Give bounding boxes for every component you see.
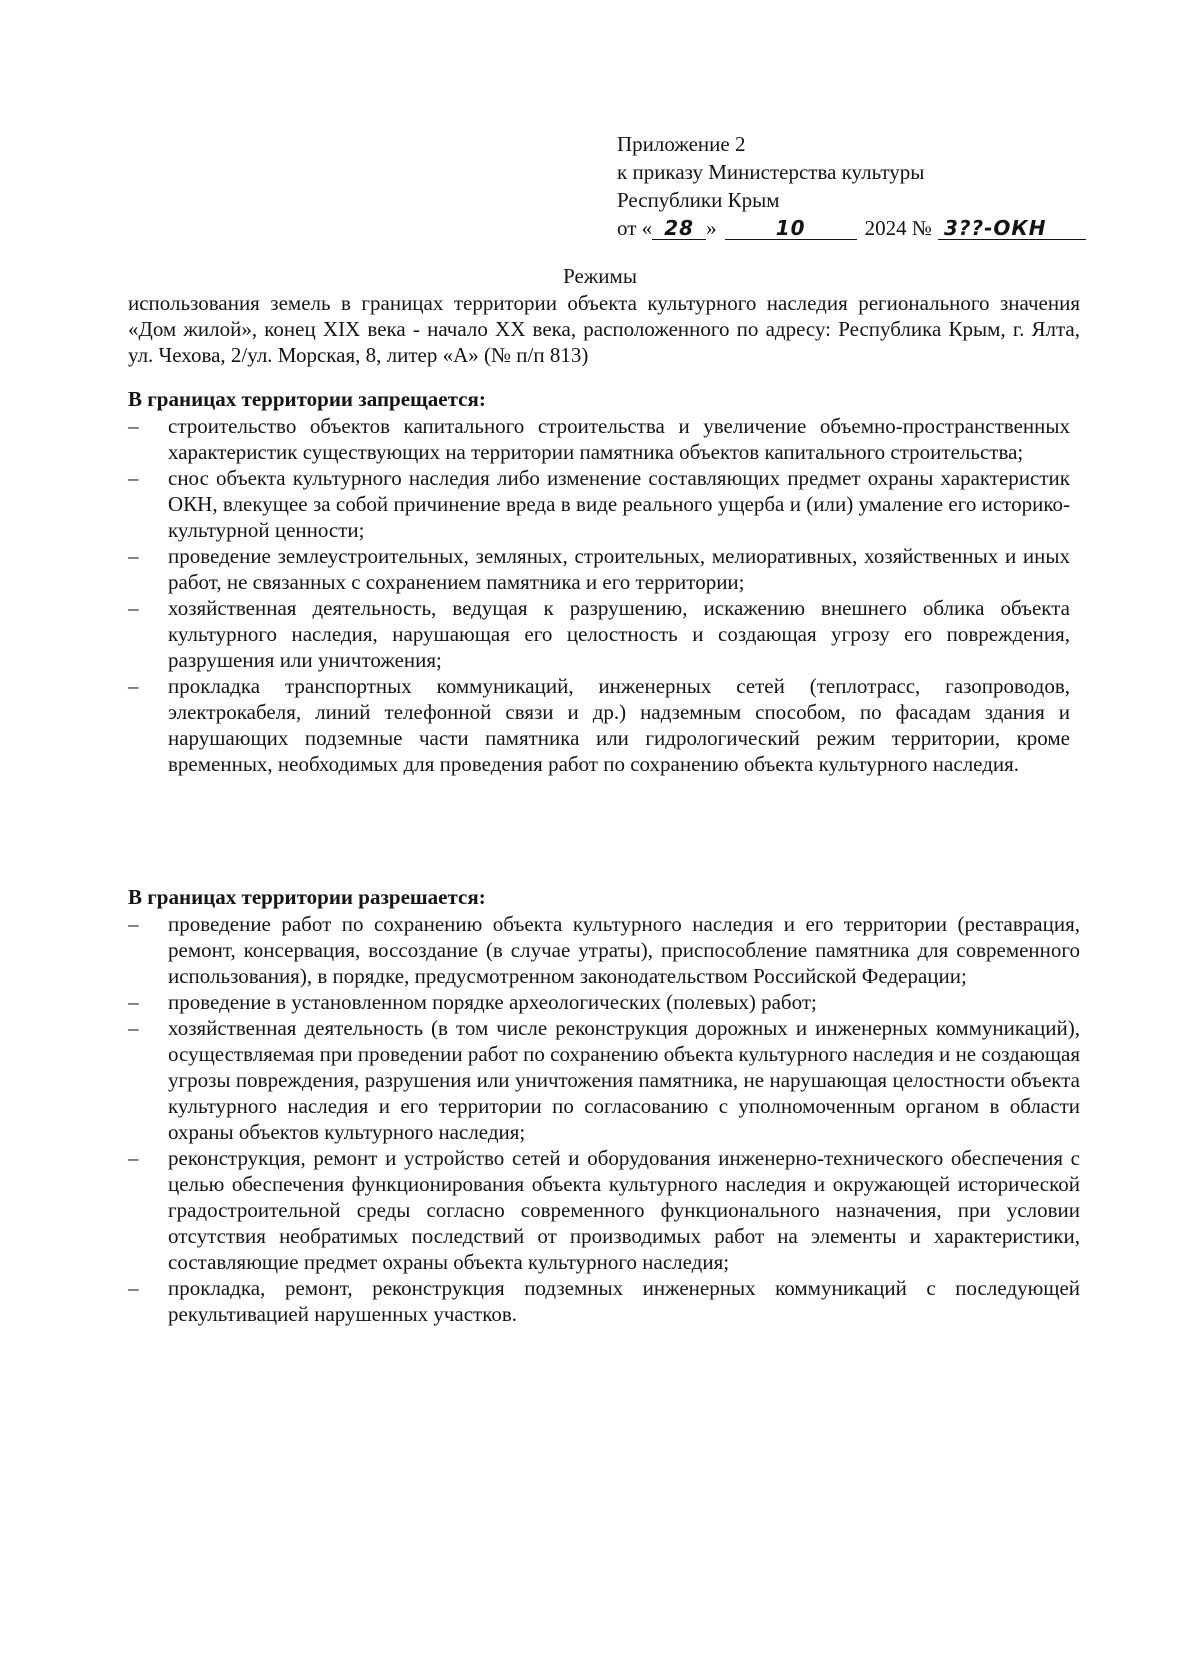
list-item-text: хозяйственная деятельность, ведущая к разрушению, искажению внешнего облика объекта культурного наследия, нарушающая его целостность и создающая угрозу его повреждения, разрушения или уничтожения; (168, 596, 1070, 672)
list-item-text: проведение работ по сохранению объекта культурного наследия и его территории (реставрация, ремонт, консервация, воссоздание (в случае утраты), приспособление памятника для современного использования), в порядке, предусмотренном законодательством Российской Федерации; (168, 912, 1080, 988)
list-item (128, 911, 1080, 989)
dash-bullet: – (128, 466, 139, 490)
list-item-text: снос объекта культурного наследия либо изменение составляющих предмет охраны характеристик ОКН, влекущее за собой причинение вреда в виде реального ущерба и (или) умаление его историко-культурной ценности; (168, 466, 1070, 542)
prohibited-list (128, 413, 1070, 777)
prohibited-heading: В границах территории запрещается: (128, 387, 486, 411)
list-item (128, 1275, 1080, 1327)
appendix-number: Приложение 2 (617, 132, 746, 156)
dash-bullet: – (128, 596, 139, 620)
list-item (128, 1015, 1080, 1145)
dash-bullet: – (128, 1276, 139, 1300)
date-month-handwritten: 10 (725, 217, 857, 240)
document-subtitle: использования земель в границах территории объекта культурного наследия регионального значения «Дом жилой», конец XIX века - начало XX века, расположенного по адресу: Республика Крым, г. Ялта, ул. Чехова, 2/ул. Морская, 8, литер «А» (№ п/п 813) (128, 291, 1080, 367)
prohibited-section (128, 386, 1080, 777)
list-item (128, 1145, 1080, 1275)
list-item (128, 413, 1070, 465)
permitted-section (128, 884, 1080, 1327)
list-item (128, 543, 1070, 595)
dash-bullet: – (128, 544, 139, 568)
list-item-text: реконструкция, ремонт и устройство сетей и оборудования инженерно-технического обеспечения с целью обеспечения функционирования объекта культурного наследия и окружающей исторической градостроительной среды согласно современного функционального назначения, при условии отсутствия необратимых последствий от производимых работ на элементы и характеристики, составляющие предмет охраны объекта культурного наследия; (168, 1146, 1080, 1274)
appendix-order-ref: к приказу Министерства культуры (617, 160, 925, 184)
order-number-handwritten: 3??-ОКН (938, 217, 1086, 240)
list-item (128, 989, 1080, 1015)
permitted-list (128, 911, 1080, 1327)
date-mid: » (706, 216, 717, 240)
list-item (128, 465, 1070, 543)
date-day-handwritten: 28 (652, 217, 706, 240)
date-year: 2024 № (864, 216, 932, 240)
list-item (128, 595, 1070, 673)
permitted-heading: В границах территории разрешается: (128, 885, 486, 909)
list-item-text: прокладка транспортных коммуникаций, инженерных сетей (теплотрасс, газопроводов, электрокабеля, линий телефонной связи и др.) надземным способом, по фасадам здания и нарушающих подземные части памятника или гидрологический режим территории, кроме временных, необходимых для проведения работ по сохранению объекта культурного наследия. (168, 674, 1070, 776)
list-item-text: проведение в установленном порядке археологических (полевых) работ; (168, 990, 817, 1014)
dash-bullet: – (128, 414, 139, 438)
list-item-text: прокладка, ремонт, реконструкция подземных инженерных коммуникаций с последующей рекультивацией нарушенных участков. (168, 1276, 1080, 1326)
document-title: Режимы (563, 264, 637, 288)
dash-bullet: – (128, 1016, 139, 1040)
list-item-text: хозяйственная деятельность (в том числе реконструкция дорожных и инженерных коммуникаций), осуществляемая при проведении работ по сохранению объекта культурного наследия и не создающая угрозы повреждения, разрушения или уничтожения памятника, не нарушающая целостности объекта культурного наследия и его территории по согласованию с уполномоченным органом в области охраны объектов культурного наследия; (168, 1016, 1080, 1144)
dash-bullet: – (128, 1146, 139, 1170)
dash-bullet: – (128, 990, 139, 1014)
date-prefix: от « (617, 216, 653, 240)
list-item (128, 673, 1070, 777)
dash-bullet: – (128, 674, 139, 698)
list-item-text: строительство объектов капитального строительства и увеличение объемно-пространственных характеристик существующих на территории памятника объектов капитального строительства; (168, 414, 1070, 464)
order-date-line (617, 214, 1117, 242)
appendix-header (617, 130, 1117, 242)
dash-bullet: – (128, 912, 139, 936)
appendix-republic: Республики Крым (617, 188, 780, 212)
list-item-text: проведение землеустроительных, земляных, строительных, мелиоративных, хозяйственных и иных работ, не связанных с сохранением памятника и его территории; (168, 544, 1070, 594)
